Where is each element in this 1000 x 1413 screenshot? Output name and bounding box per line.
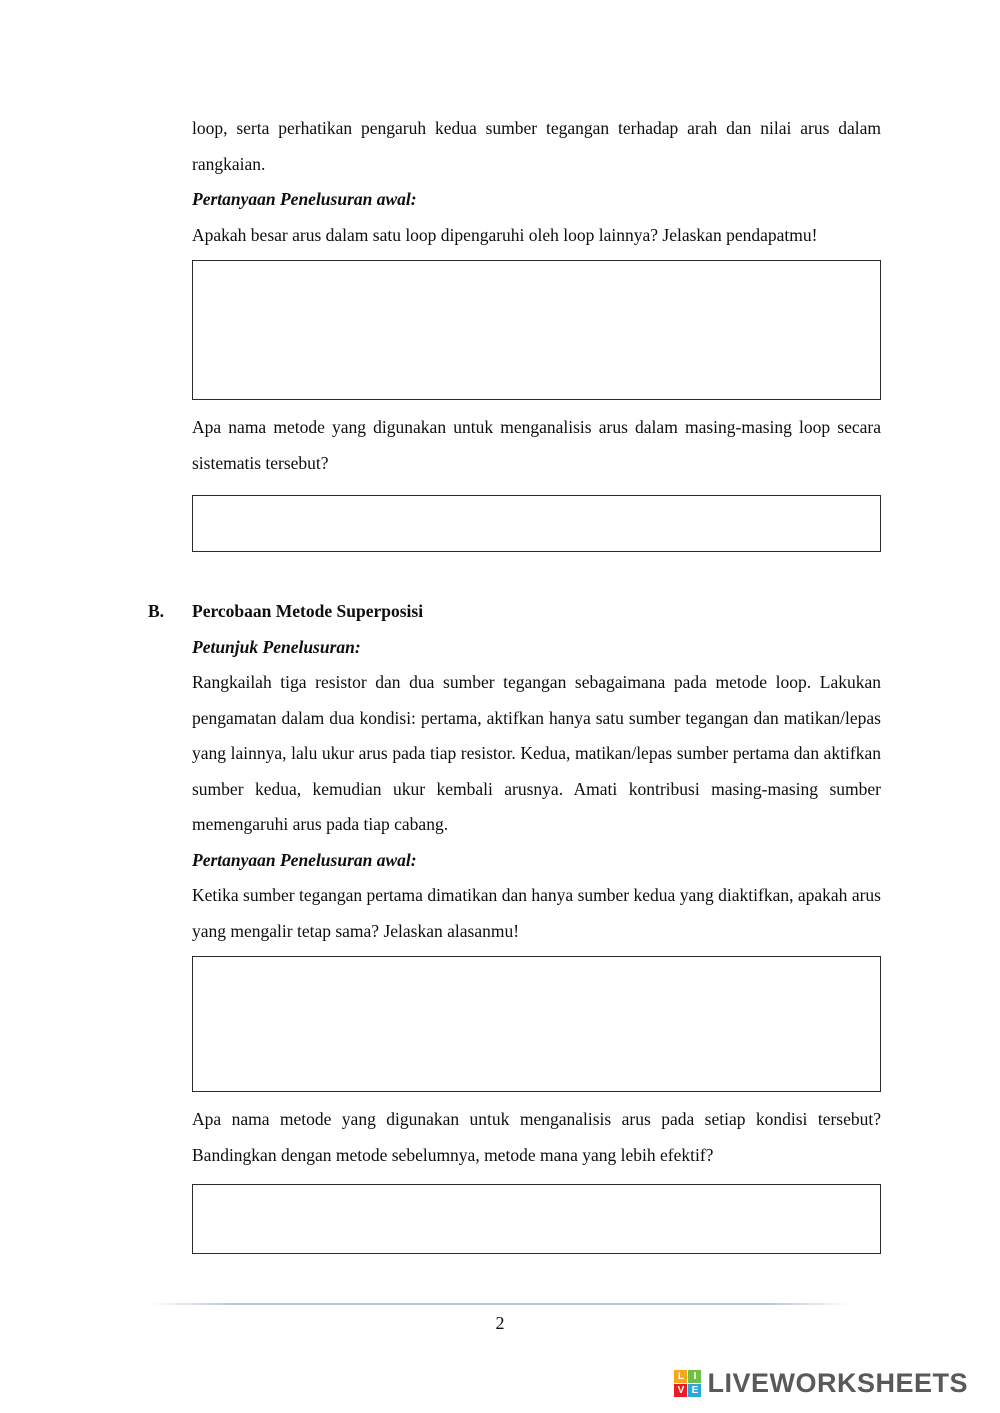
liveworksheets-wordmark: LIVEWORKSHEETS xyxy=(707,1368,968,1398)
answer-box-b1[interactable] xyxy=(192,956,881,1092)
section-b-letter: B. xyxy=(148,601,165,621)
worksheet-content xyxy=(148,0,881,1254)
logo-letter-v: V xyxy=(674,1384,687,1397)
section-b-instructions: Rangkailah tiga resistor dan dua sumber tegangan sebagaimana pada metode loop. Lakukan pengamatan dalam dua kondisi: pertama, aktifkan hanya satu sumber tegangan dan matikan/lepas yang lainnya, lalu ukur arus pada tiap resistor. Kedua, matikan/lepas sumber pertama dan aktifkan sumber kedua, kemudian ukur kembali arusnya. Amati kontribusi masing-masing sumber memengaruhi arus pada tiap cabang. xyxy=(192,672,881,834)
liveworksheets-grid-icon xyxy=(674,1370,701,1397)
section-a-question-1: Apakah besar arus dalam satu loop dipengaruhi oleh loop lainnya? Jelaskan pendapatmu! xyxy=(192,224,818,245)
logo-letter-l: L xyxy=(674,1370,687,1383)
liveworksheets-logo xyxy=(674,1368,968,1399)
section-b-title: Percobaan Metode Superposisi xyxy=(192,601,424,621)
page-number: 2 xyxy=(495,1313,505,1333)
section-b-question-1: Ketika sumber tegangan pertama dimatikan dan hanya sumber kedua yang diaktifkan, apakah arus yang mengalir tetap sama? Jelaskan alasanmu! xyxy=(192,885,881,941)
section-a-question-heading: Pertanyaan Penelusuran awal: xyxy=(192,189,417,209)
footer-divider xyxy=(150,1303,850,1305)
answer-box-a1[interactable] xyxy=(192,260,881,400)
section-a-question-2: Apa nama metode yang digunakan untuk menganalisis arus dalam masing-masing loop secara sistematis tersebut? xyxy=(192,417,881,473)
section-b-question-heading: Pertanyaan Penelusuran awal: xyxy=(192,849,417,870)
intro-paragraph: loop, serta perhatikan pengaruh kedua sumber tegangan terhadap arah dan nilai arus dalam rangkaian. xyxy=(192,118,881,174)
answer-box-b2[interactable] xyxy=(192,1184,881,1254)
section-b-question-2: Apa nama metode yang digunakan untuk menganalisis arus pada setiap kondisi tersebut? Bandingkan dengan metode sebelumnya, metode mana yang lebih efektif? xyxy=(192,1109,881,1165)
section-b-heading xyxy=(148,594,881,630)
section-b-instructions-heading: Petunjuk Penelusuran: xyxy=(192,636,361,657)
logo-letter-e: E xyxy=(688,1384,701,1397)
logo-letter-i: I xyxy=(688,1370,701,1383)
answer-box-a2[interactable] xyxy=(192,495,881,552)
